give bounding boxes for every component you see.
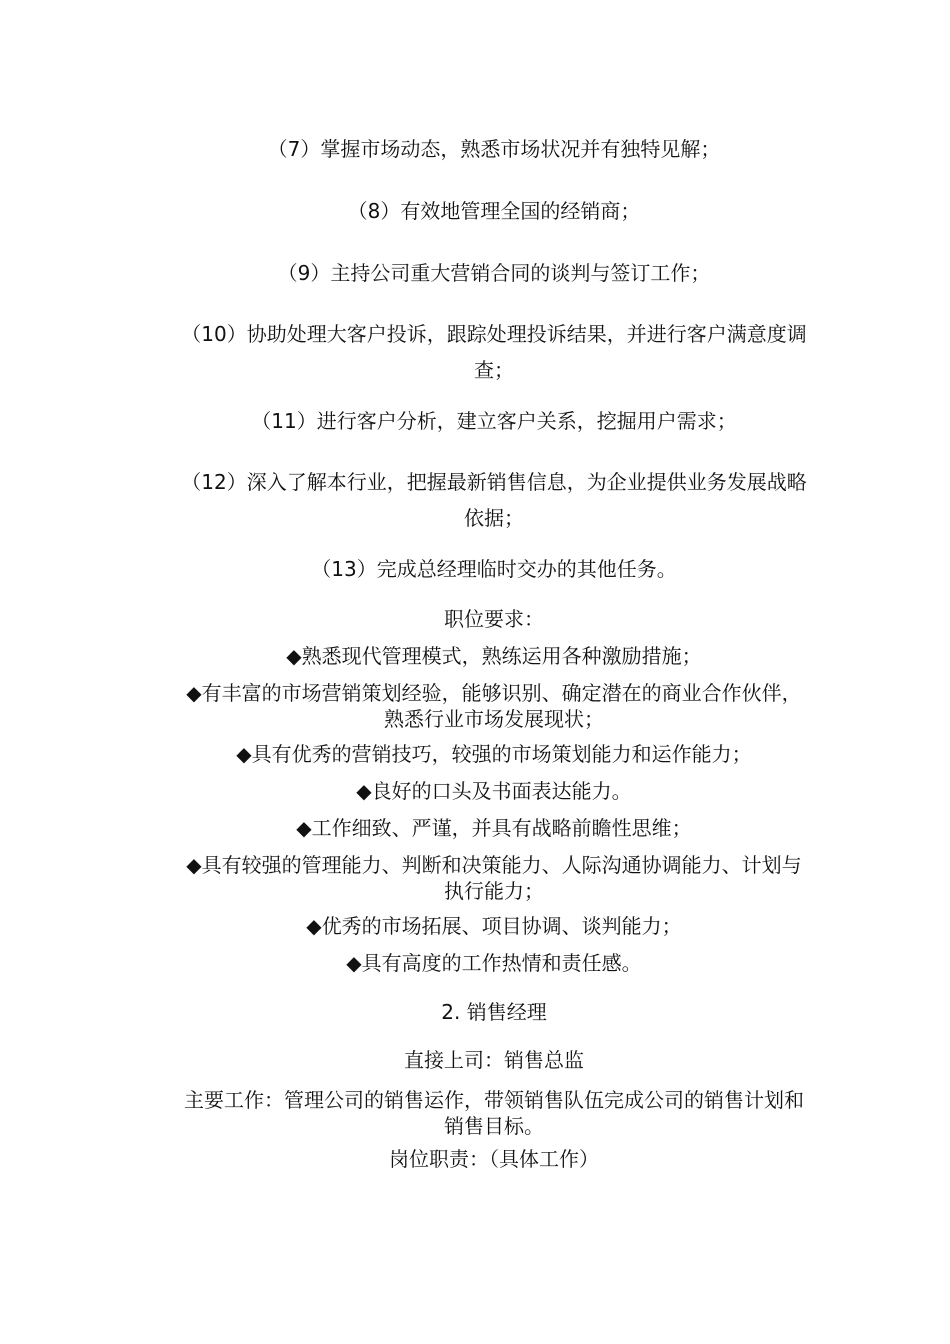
requirement-item: ◆熟悉现代管理模式，熟练运用各种激励措施； — [286, 644, 702, 668]
duty-item-9: （9）主持公司重大营销合同的谈判与签订工作； — [277, 261, 711, 285]
requirement-item: ◆具有高度的工作热情和责任感。 — [346, 951, 642, 975]
requirement-item: ◆工作细致、严谨，并具有战略前瞻性思维； — [296, 816, 692, 840]
direct-supervisor: 直接上司：销售总监 — [404, 1048, 584, 1072]
requirement-item: ◆有丰富的市场营销策划经验，能够识别、确定潜在的商业合作伙伴，熟悉行业市场发展现状； — [186, 681, 802, 731]
requirement-item: ◆具有较强的管理能力、判断和决策能力、人际沟通协调能力、计划与执行能力； — [186, 853, 802, 903]
duty-item-7: （7）掌握市场动态，熟悉市场状况并有独特见解； — [267, 137, 721, 161]
duty-item-12: （12）深入了解本行业，把握最新销售信息，为企业提供业务发展战略依据； — [181, 470, 807, 530]
requirements-heading: 职位要求： — [444, 607, 544, 631]
requirement-item: ◆优秀的市场拓展、项目协调、谈判能力； — [306, 914, 682, 938]
main-work-description: 主要工作：管理公司的销售运作，带领销售队伍完成公司的销售计划和销售目标。 — [184, 1088, 804, 1138]
duty-item-13: （13）完成总经理临时交办的其他任务。 — [311, 557, 677, 581]
duties-heading: 岗位职责：（具体工作） — [389, 1147, 599, 1171]
duty-item-11: （11）进行客户分析，建立客户关系，挖掘用户需求； — [251, 409, 737, 433]
section-title: 2. 销售经理 — [441, 1000, 547, 1024]
requirement-item: ◆良好的口头及书面表达能力。 — [356, 779, 632, 803]
duty-item-10: （10）协助处理大客户投诉，跟踪处理投诉结果，并进行客户满意度调查； — [181, 322, 807, 382]
duty-item-8: （8）有效地管理全国的经销商； — [347, 199, 641, 223]
requirement-item: ◆具有优秀的营销技巧，较强的市场策划能力和运作能力； — [236, 742, 752, 766]
